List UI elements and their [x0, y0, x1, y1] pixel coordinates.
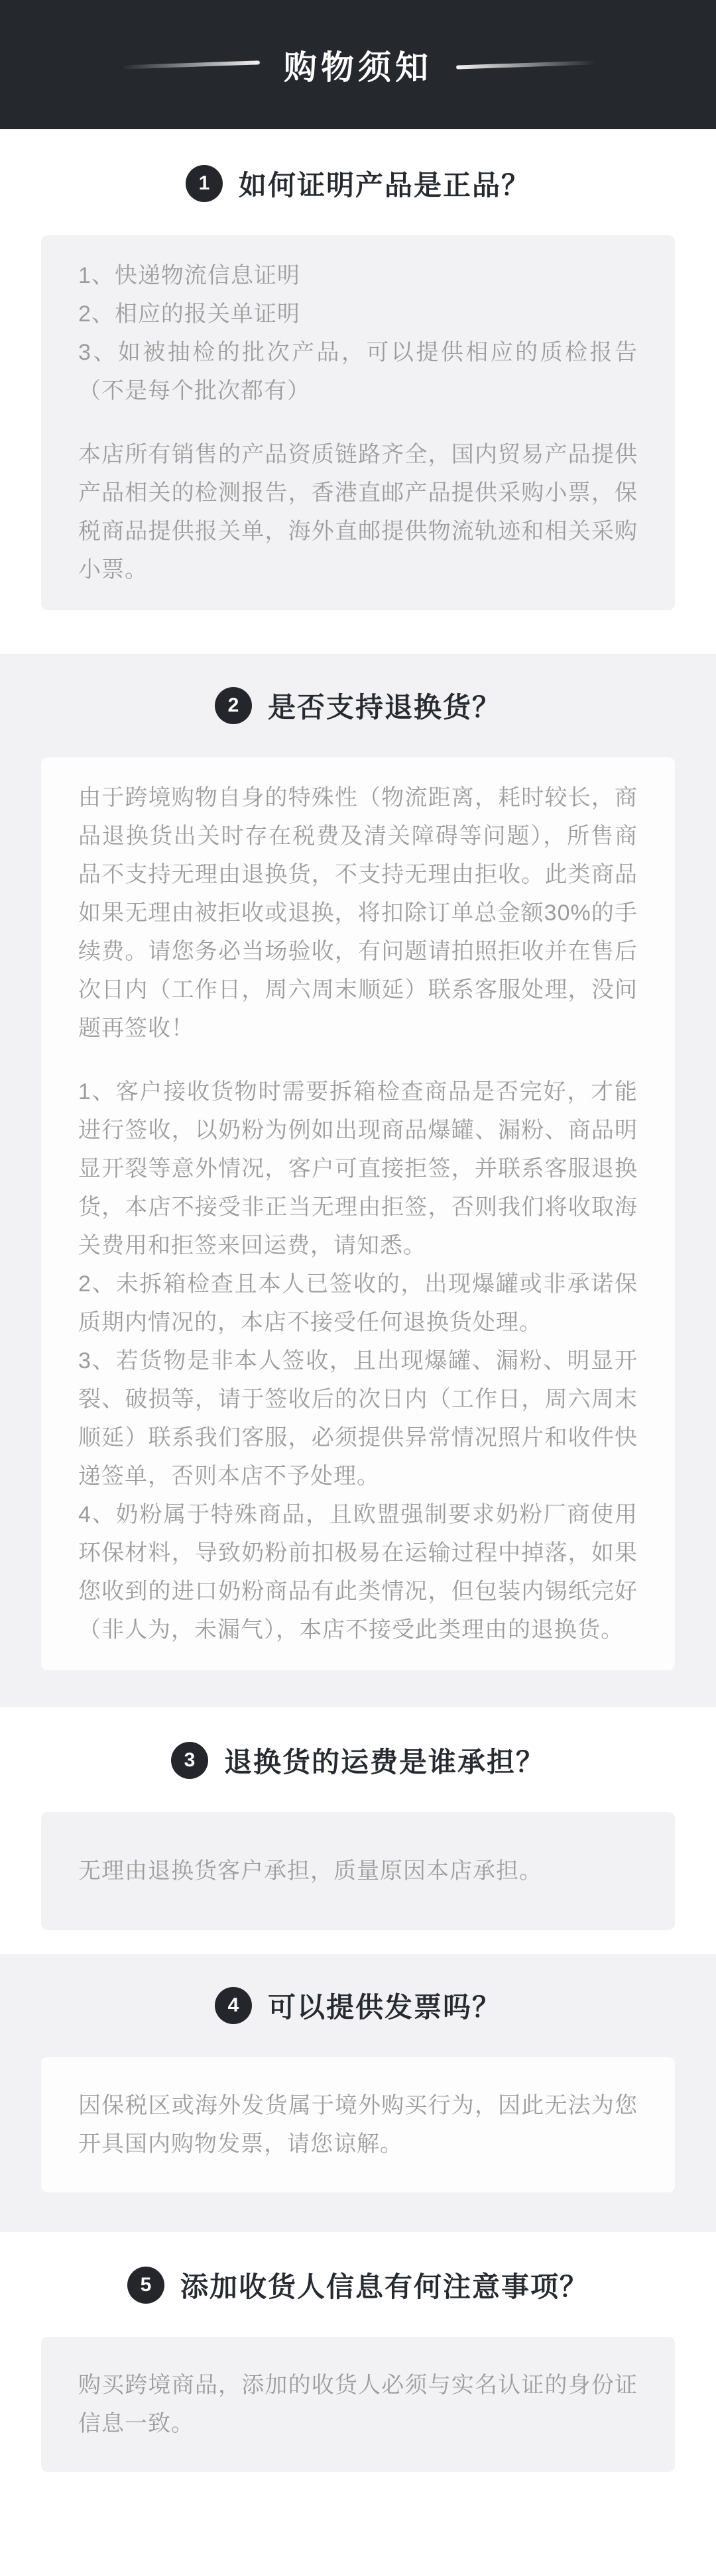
page-title: 购物须知: [284, 48, 432, 86]
question-heading: [0, 2265, 716, 2305]
question-number-badge: 1: [186, 165, 223, 202]
answer-panel: [41, 2057, 675, 2192]
faq-section-returns: [0, 654, 716, 1707]
answer-paragraph: 4、奶粉属于特殊商品，且欧盟强制要求奶粉厂商使用环保材料，导致奶粉前扣极易在运输过程中掉落，如果您收到的进口奶粉商品有此类情况，但包装内锡纸完好（非人为，未漏气），本店不接受此类理由的退换货。: [78, 1502, 638, 1642]
answer-paragraph: 2、未拆箱检查且本人已签收的，出现爆罐或非承诺保质期内情况的，本店不接受任何退换货处理。: [78, 1271, 638, 1335]
answer-paragraph: 1、客户接收货物时需要拆箱检查商品是否完好，才能进行签收，以奶粉为例如出现商品爆罐、漏粉、商品明显开裂等意外情况，客户可直接拒签，并联系客服退换货，本店不接受非正当无理由拒签，否则我们将收取海关费用和拒签来回运费，请知悉。: [78, 1079, 638, 1258]
faq-section-recipient-info: [0, 2232, 716, 2545]
answer-paragraph: 2、相应的报关单证明: [78, 301, 300, 327]
title-divider-left: [121, 60, 260, 69]
answer-paragraph: 无理由退换货客户承担，质量原因本店承担。: [78, 1858, 542, 1884]
faq-section-authenticity: [0, 129, 716, 654]
answer-panel: [41, 1812, 675, 1930]
question-heading: [0, 1986, 716, 2025]
answer-paragraph: 本店所有销售的产品资质链路齐全，国内贸易产品提供产品相关的检测报告，香港直邮产品提供采购小票，保税商品提供报关单，海外直邮提供物流轨迹和相关采购小票。: [78, 442, 638, 582]
answer-panel: [41, 2337, 675, 2472]
answer-paragraph: 3、如被抽检的批次产品，可以提供相应的质检报告（不是每个批次都有）: [78, 340, 638, 403]
question-number-badge: 5: [127, 2267, 164, 2304]
question-heading: [0, 686, 716, 725]
question-heading: [0, 1741, 716, 1780]
question-text: 可以提供发票吗？: [267, 1992, 501, 2023]
question-text: 如何证明产品是正品？: [238, 170, 530, 201]
question-text: 是否支持退换货？: [267, 692, 501, 723]
answer-paragraph: 因保税区或海外发货属于境外购买行为，因此无法为您开具国内购物发票，请您谅解。: [78, 2093, 638, 2157]
question-number-badge: 3: [171, 1742, 208, 1779]
answer-paragraph: 由于跨境购物自身的特殊性（物流距离，耗时较长，商品退换货出关时存在税费及清关障碍等问题），所售商品不支持无理由退换货，不支持无理由拒收。此类商品如果无理由被拒收或退换，将扣除订单总金额30%的手续费。请您务必当场验收，有问题请拍照拒收并在售后次日内（工作日，周六周末顺延）联系客服处理，没问题再签收！: [78, 785, 638, 1041]
question-heading: [0, 164, 716, 203]
answer-paragraph: 购买跨境商品，添加的收货人必须与实名认证的身份证信息一致。: [78, 2373, 638, 2436]
answer-paragraph: 1、快递物流信息证明: [78, 263, 300, 288]
answer-panel: [41, 757, 675, 1670]
question-number-badge: 2: [215, 687, 252, 724]
faq-section-shipping-fee: [0, 1707, 716, 1954]
question-number-badge: 4: [215, 1987, 252, 2024]
title-divider-right: [456, 60, 595, 69]
answer-paragraph: 3、若货物是非本人签收，且出现爆罐、漏粉、明显开裂、破损等，请于签收后的次日内（工作日，周六周末顺延）联系我们客服，必须提供异常情况照片和收件快递签单，否则本店不予处理。: [78, 1348, 638, 1489]
answer-panel: [41, 235, 675, 610]
faq-section-invoice: [0, 1954, 716, 2232]
page-header: [0, 0, 716, 129]
question-text: 添加收货人信息有何注意事项？: [180, 2271, 589, 2302]
question-text: 退换货的运费是谁承担？: [223, 1746, 545, 1778]
